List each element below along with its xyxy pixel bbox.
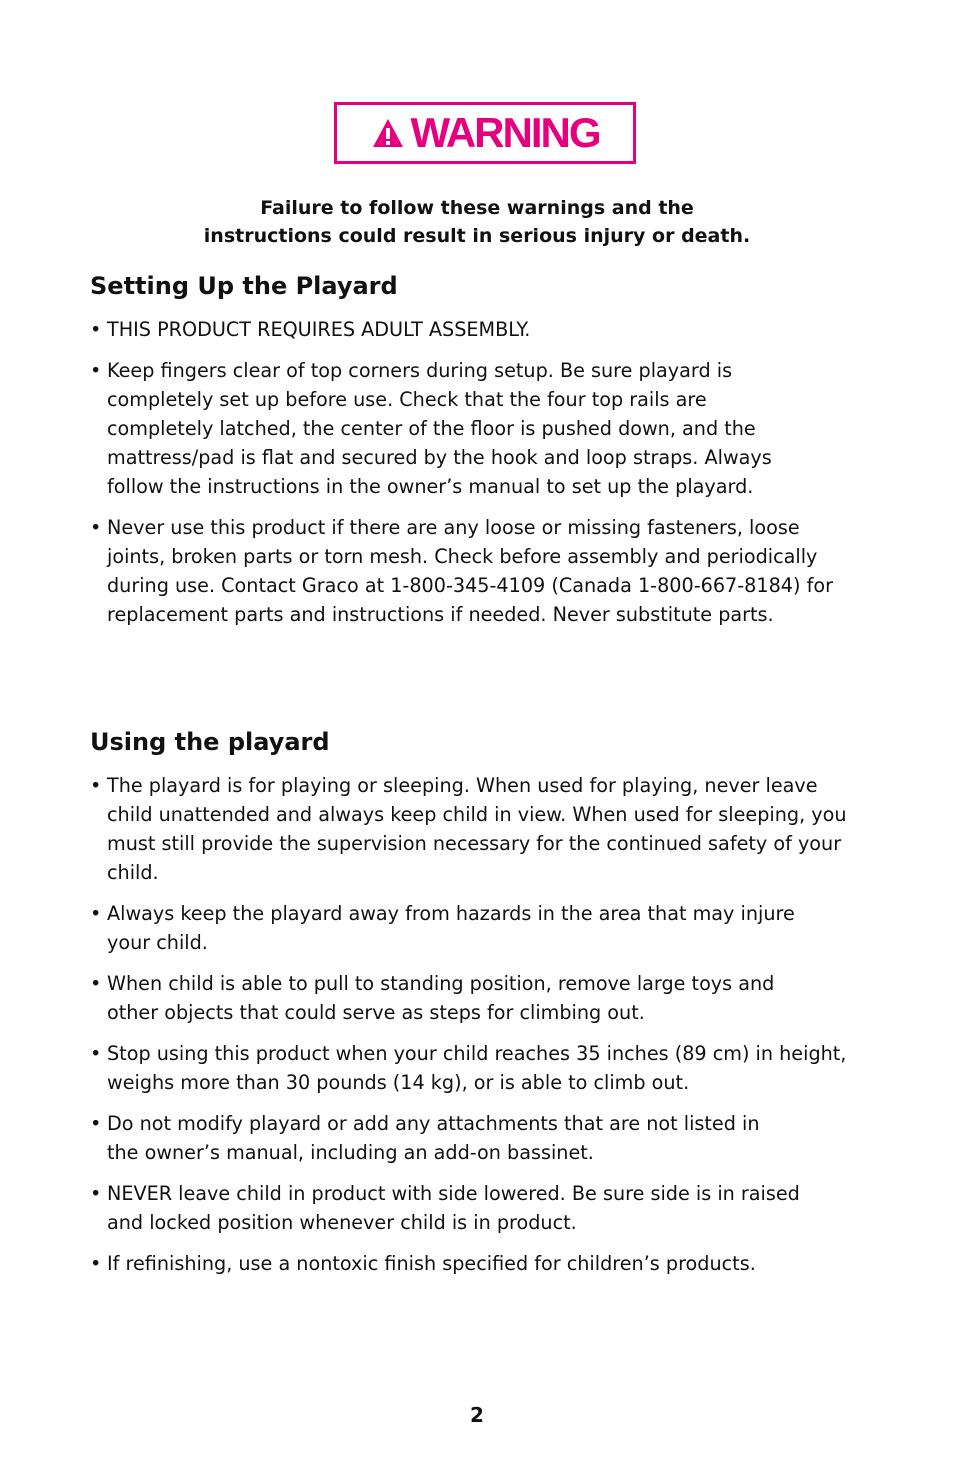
warning-banner	[334, 102, 636, 164]
bullet: •	[90, 774, 102, 797]
section-heading-setup: Setting Up the Playard	[90, 272, 398, 300]
bullet: •	[90, 1112, 102, 1135]
using-warnings-list	[90, 771, 864, 1290]
list-item: • If refinishing, use a nontoxic finish specified for children’s products.	[90, 1249, 864, 1278]
list-item: • THIS PRODUCT REQUIRES ADULT ASSEMBLY.	[90, 315, 864, 344]
bullet: •	[90, 1182, 102, 1205]
list-item: • Never use this product if there are any loose or missing fasteners, loose joints, broken parts or torn mesh. Check before assembly and periodically during use. Contact Graco at 1-800-345-4109 (Canada 1-800-667-8184) for replacement parts and instructions if needed. Never substitute parts.	[90, 513, 864, 629]
warning-title: WARNING	[410, 109, 600, 156]
bullet: •	[90, 359, 102, 382]
warning-triangle-icon	[371, 117, 405, 149]
section-heading-using: Using the playard	[90, 728, 330, 756]
bullet: •	[90, 972, 102, 995]
intro-line-2: instructions could result in serious injury or death.	[203, 225, 751, 247]
list-item: • When child is able to pull to standing position, remove large toys and other objects that could serve as steps for climbing out.	[90, 969, 864, 1027]
setup-warnings-list	[90, 315, 864, 641]
bullet: •	[90, 902, 102, 925]
page-number: 2	[470, 1403, 484, 1427]
bullet: •	[90, 318, 102, 341]
bullet: •	[90, 1252, 102, 1275]
list-item: • The playard is for playing or sleeping. When used for playing, never leave child unattended and always keep child in view. When used for sleeping, you must still provide the supervision necessary for the continued safety of your child.	[90, 771, 864, 887]
intro-line-1: Failure to follow these warnings and the	[260, 197, 694, 219]
warning-intro	[90, 194, 864, 250]
list-item: • Keep fingers clear of top corners during setup. Be sure playard is completely set up before use. Check that the four top rails are completely latched, the center of the floor is pushed down, and the mattress/pad is flat and secured by the hook and loop straps. Always follow the instructions in the owner’s manual to set up the playard.	[90, 356, 864, 501]
bullet: •	[90, 1042, 102, 1065]
bullet: •	[90, 516, 102, 539]
list-item: • Always keep the playard away from hazards in the area that may injure your child.	[90, 899, 864, 957]
list-item: • NEVER leave child in product with side lowered. Be sure side is in raised and locked position whenever child is in product.	[90, 1179, 864, 1237]
list-item: • Do not modify playard or add any attachments that are not listed in the owner’s manual, including an add-on bassinet.	[90, 1109, 864, 1167]
list-item: • Stop using this product when your child reaches 35 inches (89 cm) in height, weighs more than 30 pounds (14 kg), or is able to climb out.	[90, 1039, 864, 1097]
